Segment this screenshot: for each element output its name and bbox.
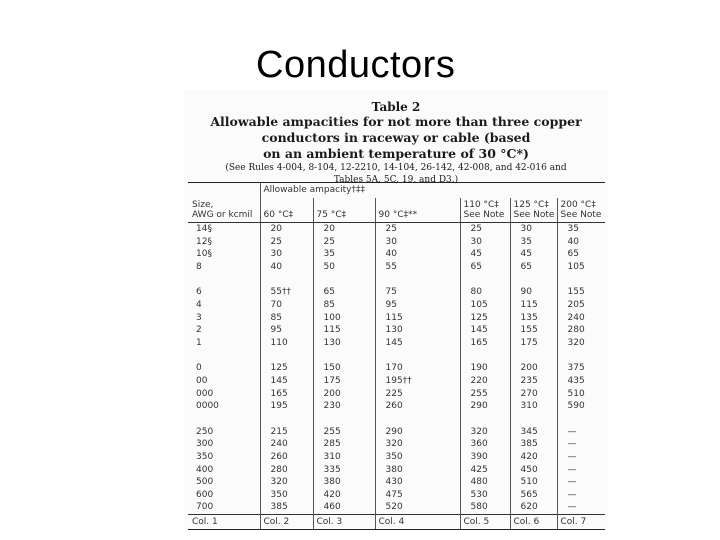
ampacity-cell: 45	[460, 248, 510, 261]
group-header: Allowable ampacity†‡‡	[260, 183, 605, 199]
ampacity-cell: 200	[510, 362, 557, 375]
ampacity-cell: 460	[313, 501, 375, 514]
size-cell: 1	[196, 337, 202, 348]
ampacity-cell: 100	[313, 312, 375, 325]
size-cell: 2	[196, 325, 202, 336]
spacer-cell	[313, 349, 375, 362]
ampacity-cell: 150	[313, 362, 375, 375]
size-cell: 12§	[196, 236, 212, 247]
spacer-cell	[375, 413, 460, 426]
ampacity-cell: 450	[510, 464, 557, 477]
table-row	[188, 223, 605, 236]
ampacity-cell: 170	[375, 362, 460, 375]
ampacity-cell: 135	[510, 312, 557, 325]
ampacity-cell: 225	[375, 388, 460, 401]
ampacity-cell: 520	[375, 501, 460, 514]
ampacity-cell: 95	[260, 324, 313, 337]
column-header	[557, 198, 605, 223]
ampacity-cell: 510	[510, 476, 557, 489]
ampacity-cell: 20	[313, 223, 375, 236]
ampacity-cell: 280	[557, 324, 605, 337]
ampacity-cell: 255	[313, 426, 375, 439]
slide-title: Conductors	[256, 44, 456, 86]
table-row	[188, 286, 605, 299]
ampacity-cell: 475	[375, 489, 460, 502]
table-row	[188, 362, 605, 375]
table-row	[188, 248, 605, 261]
size-header-line: AWG or kcmil	[192, 210, 253, 220]
ampacity-cell: 350	[375, 451, 460, 464]
ampacity-cell: 320	[260, 476, 313, 489]
ampacity-cell: 50	[313, 261, 375, 274]
ampacity-cell: 235	[510, 375, 557, 388]
ampacity-cell: —	[557, 451, 605, 464]
ampacity-cell: 20	[260, 223, 313, 236]
size-header-blank	[188, 183, 260, 199]
ampacity-cell: 75	[375, 286, 460, 299]
ampacity-cell: 30	[510, 223, 557, 236]
ampacity-cell: 385	[260, 501, 313, 514]
ampacity-cell: 320	[557, 337, 605, 350]
ampacity-cell: —	[557, 464, 605, 477]
ampacity-cell: 310	[313, 451, 375, 464]
ampacity-cell: 165	[260, 388, 313, 401]
table-row	[188, 400, 605, 413]
ampacity-cell: 35	[313, 248, 375, 261]
column-number-row	[188, 514, 605, 529]
spacer-cell	[557, 349, 605, 362]
table-title-line: Allowable ampacities for not more than three copper	[210, 114, 582, 129]
table-row	[188, 451, 605, 464]
ampacity-cell: 25	[260, 236, 313, 249]
size-cell: 0	[196, 363, 202, 374]
size-cell: 8	[196, 261, 202, 272]
ampacity-cell: 105	[460, 299, 510, 312]
spacer-cell	[510, 349, 557, 362]
ampacity-cell: —	[557, 476, 605, 489]
column-number: Col. 6	[510, 514, 557, 529]
ampacity-cell: 130	[375, 324, 460, 337]
column-header-line: 110 °C‡	[463, 200, 499, 210]
ampacity-cell: 435	[557, 375, 605, 388]
ampacity-cell: 375	[557, 362, 605, 375]
ampacity-cell: 280	[260, 464, 313, 477]
ampacity-cell: 35	[557, 223, 605, 236]
ampacity-cell: 55	[375, 261, 460, 274]
size-cell: 4	[196, 299, 202, 310]
spacer-cell	[510, 273, 557, 286]
ampacity-cell: 195	[260, 400, 313, 413]
spacer-cell	[375, 273, 460, 286]
column-header-line: See Note	[463, 210, 505, 220]
ampacity-cell: 345	[510, 426, 557, 439]
ampacity-cell: 70	[260, 299, 313, 312]
ampacity-cell: 25	[375, 223, 460, 236]
table-row	[188, 299, 605, 312]
column-header-line: 60 °C‡	[263, 210, 294, 220]
ampacity-cell: 30	[260, 248, 313, 261]
ampacity-cell: 105	[557, 261, 605, 274]
size-cell: 0000	[196, 401, 219, 412]
ampacity-cell: 390	[460, 451, 510, 464]
size-cell: 00	[196, 375, 208, 386]
ampacity-cell: 260	[260, 451, 313, 464]
ampacity-cell: 65	[313, 286, 375, 299]
size-cell: 300	[196, 439, 214, 450]
table-title-line: on an ambient temperature of 30 °C*)	[263, 146, 529, 161]
size-cell: 14§	[196, 224, 212, 234]
size-header	[188, 198, 260, 223]
ampacity-cell: 175	[510, 337, 557, 350]
table-row	[188, 489, 605, 502]
column-header	[510, 198, 557, 223]
ampacity-cell: —	[557, 501, 605, 514]
table-row	[188, 388, 605, 401]
ampacity-cell: 130	[313, 337, 375, 350]
column-header-line: 200 °C‡	[560, 200, 596, 210]
column-header-line: See Note	[560, 210, 602, 220]
spacer-cell	[460, 413, 510, 426]
ampacity-cell: 155	[510, 324, 557, 337]
table-row	[188, 426, 605, 439]
ampacity-table	[188, 182, 605, 530]
table-title-line: conductors in raceway or cable (based	[261, 130, 531, 145]
ampacity-cell: 90	[510, 286, 557, 299]
table-row	[188, 261, 605, 274]
ampacity-cell: 350	[260, 489, 313, 502]
ampacity-cell: 220	[460, 375, 510, 388]
size-cell: 700	[196, 502, 214, 513]
ampacity-cell: 620	[510, 501, 557, 514]
ampacity-cell: 55††	[260, 286, 313, 299]
table-note-line: Tables 5A, 5C, 19, and D3.)	[333, 175, 459, 185]
spacer-cell	[460, 273, 510, 286]
ampacity-cell: 590	[557, 400, 605, 413]
ampacity-cell: 190	[460, 362, 510, 375]
ampacity-cell: 290	[460, 400, 510, 413]
ampacity-cell: 430	[375, 476, 460, 489]
spacer-row	[188, 273, 605, 286]
spacer-row	[188, 413, 605, 426]
size-cell: 6	[196, 287, 202, 298]
spacer-cell	[313, 273, 375, 286]
ampacity-cell: 30	[460, 236, 510, 249]
column-header	[375, 198, 460, 223]
ampacity-cell: 565	[510, 489, 557, 502]
size-cell: 10§	[196, 249, 212, 260]
spacer-cell	[260, 349, 313, 362]
ampacity-cell: 85	[260, 312, 313, 325]
size-cell: 350	[196, 451, 214, 462]
ampacity-cell: 285	[313, 438, 375, 451]
ampacity-cell: 65	[460, 261, 510, 274]
ampacity-cell: 115	[375, 312, 460, 325]
ampacity-cell: 65	[510, 261, 557, 274]
ampacity-cell: 145	[375, 337, 460, 350]
ampacity-cell: 125	[260, 362, 313, 375]
ampacity-cell: 530	[460, 489, 510, 502]
spacer-cell	[313, 413, 375, 426]
ampacity-cell: 125	[460, 312, 510, 325]
size-header-line: Size,	[192, 200, 214, 210]
ampacity-cell: 205	[557, 299, 605, 312]
ampacity-cell: 290	[375, 426, 460, 439]
spacer-cell	[188, 273, 260, 286]
ampacity-cell: 80	[460, 286, 510, 299]
table-row	[188, 464, 605, 477]
ampacity-cell: 35	[510, 236, 557, 249]
ampacity-cell: 115	[313, 324, 375, 337]
ampacity-cell: 145	[460, 324, 510, 337]
ampacity-cell: 240	[557, 312, 605, 325]
column-header-line: 90 °C‡**	[378, 210, 418, 220]
ampacity-cell: 510	[557, 388, 605, 401]
column-header	[460, 198, 510, 223]
ampacity-cell: —	[557, 438, 605, 451]
ampacity-cell: 25	[313, 236, 375, 249]
ampacity-cell: 45	[510, 248, 557, 261]
column-number: Col. 4	[375, 514, 460, 529]
ampacity-cell: 260	[375, 400, 460, 413]
size-cell: 600	[196, 489, 214, 500]
ampacity-cell: —	[557, 426, 605, 439]
ampacity-cell: 95	[375, 299, 460, 312]
ampacity-cell: 255	[460, 388, 510, 401]
column-number: Col. 7	[557, 514, 605, 529]
ampacity-cell: 215	[260, 426, 313, 439]
table-row	[188, 501, 605, 514]
spacer-cell	[260, 413, 313, 426]
table-row	[188, 375, 605, 388]
column-header-row	[188, 198, 605, 223]
size-cell: 250	[196, 426, 214, 437]
table-row	[188, 236, 605, 249]
size-cell: 3	[196, 312, 202, 323]
spacer-cell	[557, 273, 605, 286]
table-note-line: (See Rules 4-004, 8-104, 12-2210, 14-104, 26-142, 42-008, and 42-016 and	[225, 163, 567, 173]
ampacity-cell: 335	[313, 464, 375, 477]
ampacity-cell: 85	[313, 299, 375, 312]
column-header	[260, 198, 313, 223]
ampacity-cell: 65	[557, 248, 605, 261]
spacer-cell	[188, 413, 260, 426]
size-cell: 000	[196, 388, 214, 399]
ampacity-cell: 25	[460, 223, 510, 236]
ampacity-cell: 380	[375, 464, 460, 477]
table-row	[188, 438, 605, 451]
table-row	[188, 337, 605, 350]
ampacity-cell: 40	[375, 248, 460, 261]
column-number: Col. 2	[260, 514, 313, 529]
ampacity-cell: 480	[460, 476, 510, 489]
table-row	[188, 476, 605, 489]
spacer-cell	[510, 413, 557, 426]
column-number: Col. 1	[188, 514, 260, 529]
column-number: Col. 3	[313, 514, 375, 529]
size-cell: 400	[196, 464, 214, 475]
column-header-line: See Note	[513, 210, 555, 220]
ampacity-cell: 380	[313, 476, 375, 489]
ampacity-cell: 145	[260, 375, 313, 388]
ampacity-cell: 385	[510, 438, 557, 451]
ampacity-cell: —	[557, 489, 605, 502]
column-header-line: 75 °C‡	[316, 210, 347, 220]
table-number: Table 2	[371, 100, 421, 114]
ampacity-cell: 310	[510, 400, 557, 413]
ampacity-cell: 115	[510, 299, 557, 312]
spacer-cell	[375, 349, 460, 362]
ampacity-cell: 270	[510, 388, 557, 401]
size-cell: 500	[196, 477, 214, 488]
spacer-cell	[557, 413, 605, 426]
ampacity-cell: 360	[460, 438, 510, 451]
ampacity-cell: 230	[313, 400, 375, 413]
column-number: Col. 5	[460, 514, 510, 529]
ampacity-cell: 320	[375, 438, 460, 451]
ampacity-cell: 40	[557, 236, 605, 249]
ampacity-cell: 580	[460, 501, 510, 514]
ampacity-cell: 40	[260, 261, 313, 274]
ampacity-cell: 240	[260, 438, 313, 451]
ampacity-cell: 110	[260, 337, 313, 350]
ampacity-cell: 175	[313, 375, 375, 388]
spacer-cell	[260, 273, 313, 286]
ampacity-cell: 420	[510, 451, 557, 464]
ampacity-cell: 200	[313, 388, 375, 401]
ampacity-cell: 320	[460, 426, 510, 439]
ampacity-cell: 195††	[375, 375, 460, 388]
ampacity-cell: 30	[375, 236, 460, 249]
table-row	[188, 324, 605, 337]
spacer-row	[188, 349, 605, 362]
ampacity-cell: 425	[460, 464, 510, 477]
spacer-cell	[188, 349, 260, 362]
ampacity-cell: 155	[557, 286, 605, 299]
ampacity-cell: 165	[460, 337, 510, 350]
column-header-line: 125 °C‡	[513, 200, 549, 210]
table-row	[188, 312, 605, 325]
column-header	[313, 198, 375, 223]
spacer-cell	[460, 349, 510, 362]
ampacity-cell: 420	[313, 489, 375, 502]
table-title	[184, 114, 608, 162]
